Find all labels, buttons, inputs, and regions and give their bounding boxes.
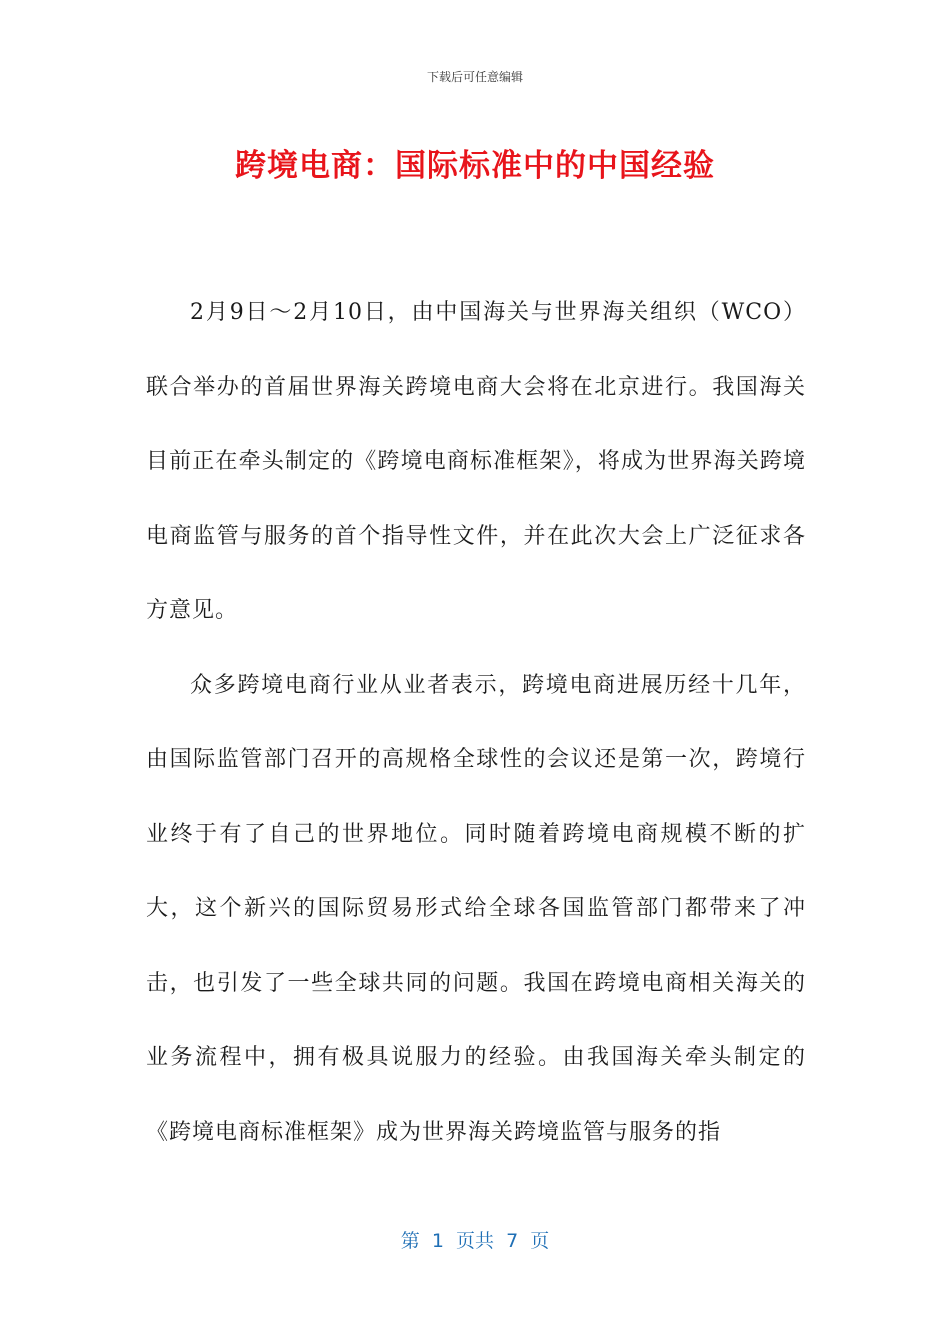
document-body [146, 276, 806, 1170]
header-note: 下载后可任意编辑 [426, 70, 523, 84]
page-title: 跨境电商：国际标准中的中国经验 [235, 148, 715, 184]
paragraph-1: 2月9日～2月10日，由中国海关与世界海关组织（WCO）联合举办的首届世界海关跨境电商大会将在北京进行。我国海关目前正在牵头制定的《跨境电商标准框架》，将成为世界海关跨境电商监管与服务的首个指导性文件，并在此次大会上广泛征求各方意见。 [146, 300, 806, 623]
page-number: 第 1 页共 7 页 [400, 1230, 550, 1252]
paragraph-2: 众多跨境电商行业从业者表示，跨境电商进展历经十几年，由国际监管部门召开的高规格全球性的会议还是第一次，跨境行业终于有了自己的世界地位。同时随着跨境电商规模不断的扩大，这个新兴的国际贸易形式给全球各国监管部门都带来了冲击，也引发了一些全球共同的问题。我国在跨境电商相关海关的业务流程中，拥有极具说服力的经验。由我国海关牵头制定的《跨境电商标准框架》成为世界海关跨境监管与服务的指 [146, 672, 806, 1145]
